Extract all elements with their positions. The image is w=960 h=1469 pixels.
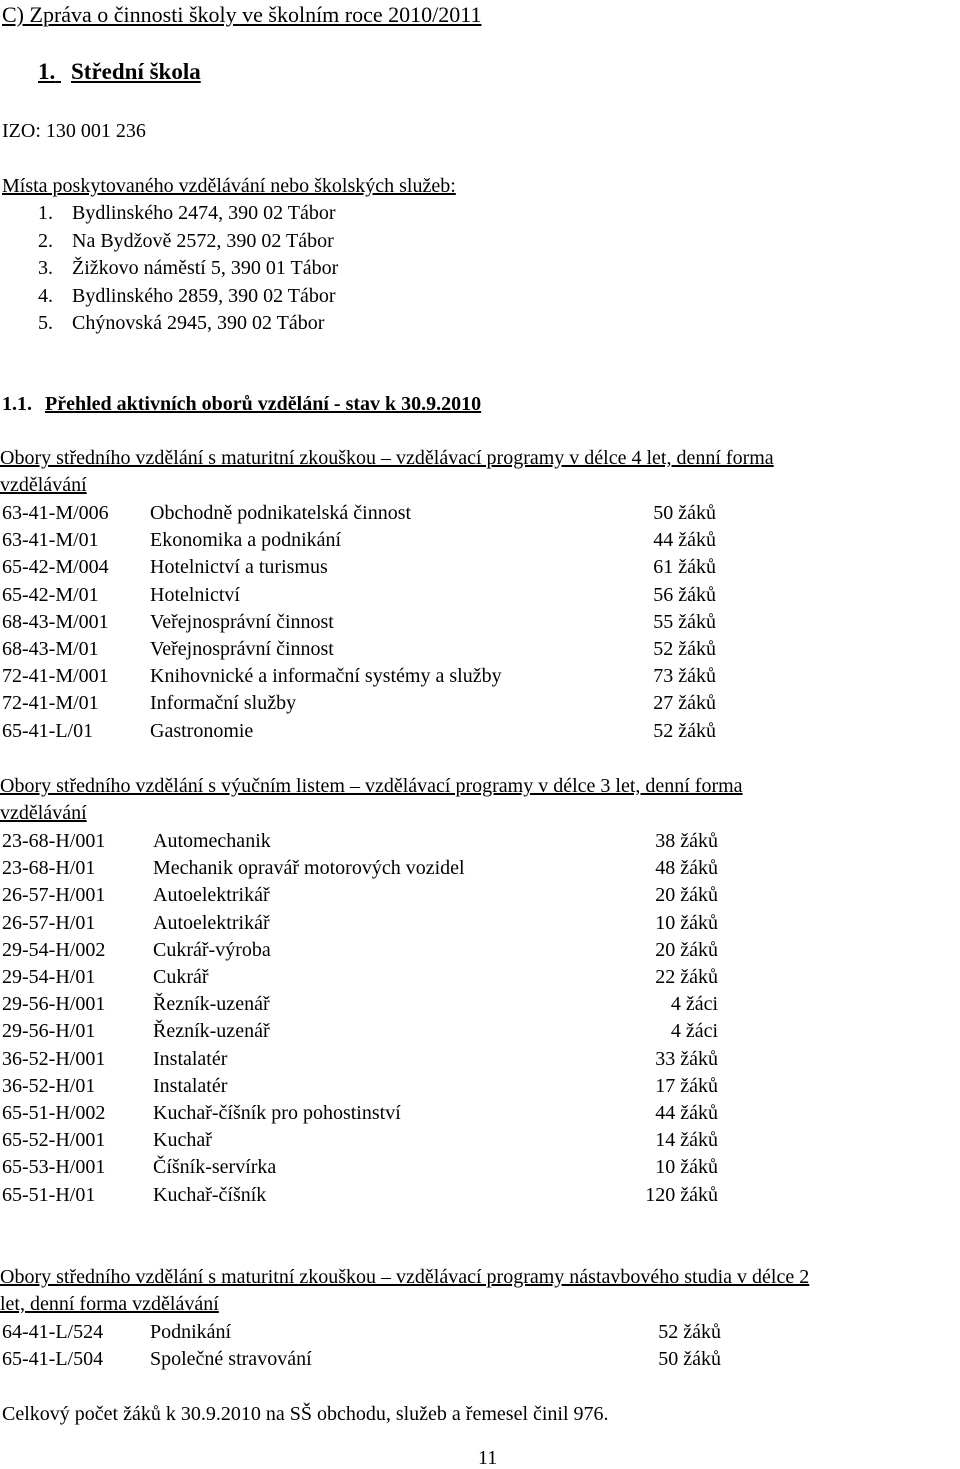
student-count: 61 žáků	[653, 556, 716, 579]
field-name: Číšník-servírka	[153, 1156, 277, 1179]
field-code: 72-41-M/001	[2, 665, 109, 688]
subsection-heading	[2, 394, 481, 414]
field-name: Řezník-uzenář	[153, 993, 270, 1016]
field-name: Kuchař	[153, 1129, 212, 1152]
field-name: Hotelnictví	[150, 583, 240, 606]
student-count: 38 žáků	[655, 830, 718, 852]
field-name: Obchodně podnikatelská činnost	[150, 502, 412, 524]
student-count: 55 žáků	[653, 610, 716, 633]
field-name: Instalatér	[153, 1074, 228, 1097]
field-name: Kuchař-číšník pro pohostinství	[153, 1102, 401, 1124]
student-count: 44 žáků	[653, 529, 716, 552]
student-count: 4 žáci	[670, 1020, 718, 1043]
field-code: 63-41-M/006	[2, 502, 109, 524]
field-code: 26-57-H/01	[2, 911, 96, 934]
field-code: 65-52-H/001	[2, 1129, 106, 1152]
place-number: 2.	[38, 229, 53, 252]
field-code: 65-42-M/004	[2, 556, 109, 579]
student-count: 17 žáků	[655, 1074, 718, 1097]
field-code: 29-54-H/002	[2, 938, 106, 961]
field-code: 72-41-M/01	[2, 692, 99, 715]
places-label: Místa poskytovaného vzdělávání nebo školských služeb:	[2, 175, 456, 197]
section3-title-line2: let, denní forma vzdělávání	[0, 1293, 219, 1315]
student-count: 10 žáků	[655, 1156, 718, 1179]
field-code: 65-42-M/01	[2, 583, 99, 606]
field-code: 23-68-H/01	[2, 857, 96, 880]
izo-line: IZO: 130 001 236	[2, 120, 146, 142]
field-name: Veřejnosprávní činnost	[150, 638, 334, 660]
section2-title-line1: Obory středního vzdělání s výučním listem – vzdělávací programy v délce 3 let, denní forma	[0, 775, 743, 797]
place-address: Žižkovo náměstí 5, 390 01 Tábor	[72, 257, 339, 279]
student-count: 22 žáků	[655, 966, 718, 988]
student-count: 52 žáků	[653, 638, 716, 660]
field-name: Kuchař-číšník	[153, 1183, 267, 1206]
place-address: Bydlinského 2859, 390 02 Tábor	[72, 284, 336, 307]
section3-title-line1: Obory středního vzdělání s maturitní zkouškou – vzdělávací programy nástavbového studia v délce 2	[0, 1266, 810, 1288]
student-count: 73 žáků	[653, 665, 716, 688]
student-count: 14 žáků	[655, 1129, 718, 1152]
place-number: 4.	[38, 284, 53, 307]
student-count: 48 žáků	[655, 857, 718, 880]
field-name: Autoelektrikář	[153, 884, 270, 907]
field-code: 26-57-H/001	[2, 884, 106, 907]
field-code: 65-41-L/01	[2, 719, 94, 742]
place-number: 1.	[38, 202, 53, 224]
student-count: 20 žáků	[655, 938, 718, 961]
field-code: 36-52-H/001	[2, 1047, 106, 1070]
field-name: Knihovnické a informační systémy a služby	[150, 665, 502, 688]
section-heading-text: Střední škola	[71, 59, 201, 84]
field-name: Cukrář-výroba	[153, 938, 271, 961]
place-number: 5.	[38, 312, 53, 334]
field-code: 29-56-H/001	[2, 993, 106, 1016]
place-address: Na Bydžově 2572, 390 02 Tábor	[72, 229, 334, 252]
section-heading	[38, 60, 201, 83]
page-number: 11	[478, 1447, 498, 1469]
section1-title-line2: vzdělávání	[0, 474, 87, 496]
place-number: 3.	[38, 257, 53, 279]
field-code: 23-68-H/001	[2, 830, 106, 852]
section2-title-line2: vzdělávání	[0, 802, 87, 824]
field-code: 65-41-L/504	[2, 1348, 104, 1370]
field-name: Společné stravování	[150, 1348, 312, 1370]
field-name: Gastronomie	[150, 719, 254, 742]
field-code: 29-56-H/01	[2, 1020, 96, 1043]
student-count: 44 žáků	[655, 1102, 718, 1124]
student-count: 33 žáků	[655, 1047, 718, 1070]
field-name: Instalatér	[153, 1047, 228, 1070]
page-title: C) Zpráva o činnosti školy ve školním roce 2010/2011	[2, 2, 482, 27]
subsection-number: 1.1.	[2, 393, 32, 415]
student-count: 4 žáci	[670, 993, 718, 1016]
place-address: Chýnovská 2945, 390 02 Tábor	[72, 312, 325, 334]
field-name: Řezník-uzenář	[153, 1020, 270, 1043]
summary-text: Celkový počet žáků k 30.9.2010 na SŠ obchodu, služeb a řemesel činil 976.	[2, 1403, 609, 1425]
field-name: Ekonomika a podnikání	[150, 529, 342, 552]
student-count: 50 žáků	[658, 1348, 721, 1370]
student-count: 52 žáků	[658, 1321, 721, 1343]
subsection-title: Přehled aktivních oborů vzdělání - stav k 30.9.2010	[45, 393, 482, 415]
place-address: Bydlinského 2474, 390 02 Tábor	[72, 202, 336, 224]
field-name: Podnikání	[150, 1321, 232, 1343]
field-code: 65-51-H/002	[2, 1102, 106, 1124]
field-code: 29-54-H/01	[2, 966, 96, 988]
field-code: 68-43-M/01	[2, 638, 99, 660]
field-code: 65-51-H/01	[2, 1183, 96, 1206]
field-name: Cukrář	[153, 966, 209, 988]
student-count: 120 žáků	[645, 1183, 718, 1206]
section1-title-line1: Obory středního vzdělání s maturitní zkouškou – vzdělávací programy v délce 4 let, denní forma	[0, 447, 774, 469]
field-code: 65-53-H/001	[2, 1156, 106, 1179]
field-name: Hotelnictví a turismus	[150, 556, 328, 579]
student-count: 27 žáků	[653, 692, 716, 715]
student-count: 50 žáků	[653, 502, 716, 524]
student-count: 56 žáků	[653, 583, 716, 606]
field-name: Autoelektrikář	[153, 911, 270, 934]
student-count: 10 žáků	[655, 911, 718, 934]
field-name: Mechanik opravář motorových vozidel	[153, 857, 465, 880]
section-heading-number: 1.	[38, 59, 56, 84]
field-code: 64-41-L/524	[2, 1321, 104, 1343]
field-code: 63-41-M/01	[2, 529, 99, 552]
field-code: 36-52-H/01	[2, 1074, 96, 1097]
field-name: Automechanik	[153, 830, 271, 852]
field-code: 68-43-M/001	[2, 610, 109, 633]
student-count: 20 žáků	[655, 884, 718, 907]
field-name: Veřejnosprávní činnost	[150, 610, 334, 633]
student-count: 52 žáků	[653, 719, 716, 742]
field-name: Informační služby	[150, 692, 297, 715]
